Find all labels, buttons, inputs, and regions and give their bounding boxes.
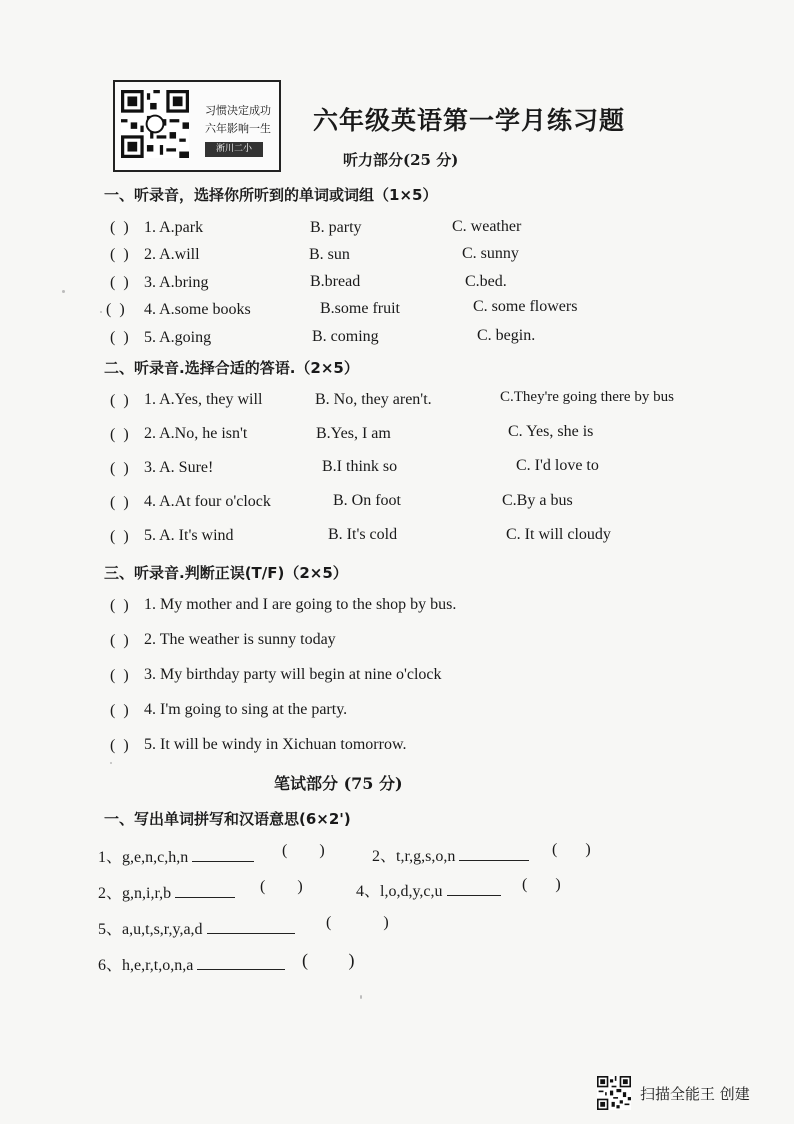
meaning-paren: ( ) <box>282 842 325 859</box>
p2-item-a: 4. A.At four o'clock <box>144 493 271 510</box>
answer-paren: ( ) <box>110 246 129 263</box>
qr-banner <box>113 80 281 172</box>
spelling-item <box>372 843 529 866</box>
spelling-num: 6、 <box>98 957 123 974</box>
p1-item-b: B. party <box>310 219 362 236</box>
p1-item-c: C. some flowers <box>473 298 578 315</box>
p1-item-a: 3. A.bring <box>144 274 209 291</box>
scan-speck <box>360 995 362 999</box>
spelling-letters: g,n,i,r,b <box>122 885 172 902</box>
scanner-label: 扫描全能王 创建 <box>640 1085 750 1103</box>
answer-blank[interactable] <box>192 847 254 862</box>
tf-statement: 4. I'm going to sing at the party. <box>144 701 348 718</box>
p2-item-c: C. It will cloudy <box>506 526 611 543</box>
p1-item-c: C. sunny <box>462 245 519 262</box>
qr-school-tag: 淅川二小 <box>205 142 263 157</box>
spelling-item <box>98 844 254 867</box>
p2-item-a: 1. A.Yes, they will <box>144 391 263 408</box>
scanner-qr-icon <box>597 1076 631 1110</box>
p1-item-b: B.some fruit <box>320 300 400 317</box>
meaning-paren: ( ) <box>552 841 591 858</box>
listening-subtitle: 听力部分(25 分) <box>343 151 459 169</box>
written-part1-heading: 一、写出单词拼写和汉语意思(6×2') <box>104 810 351 828</box>
p2-item-a: 2. A.No, he isn't <box>144 425 248 442</box>
answer-paren: ( ) <box>110 528 129 545</box>
spelling-letters: g,e,n,c,h,n <box>122 849 189 866</box>
scan-speck <box>62 290 65 293</box>
p1-item-a: 2. A.will <box>144 246 200 263</box>
answer-paren: ( ) <box>110 667 129 684</box>
spelling-item <box>98 952 285 975</box>
meaning-paren: ( ) <box>260 878 303 895</box>
p2-item-a: 3. A. Sure! <box>144 459 214 476</box>
spelling-item <box>356 878 501 901</box>
p1-item-a: 1. A.park <box>144 219 204 236</box>
p2-item-b: B. No, they aren't. <box>315 391 432 408</box>
answer-paren: ( ) <box>110 274 129 291</box>
spelling-item <box>98 880 235 903</box>
page-title: 六年级英语第一学月练习题 <box>313 106 626 135</box>
written-title: 笔试部分 (75 分) <box>274 774 403 793</box>
answer-paren: ( ) <box>110 460 129 477</box>
spelling-num: 2、 <box>98 885 123 902</box>
p2-item-c: C.They're going there by bus <box>500 389 674 405</box>
tf-statement: 2. The weather is sunny today <box>144 631 336 648</box>
listening-part1-heading: 一、听录音，选择你所听到的单词或词组（1×5） <box>104 186 438 204</box>
spelling-letters: l,o,d,y,c,u <box>380 883 443 900</box>
p1-item-a: 4. A.some books <box>144 301 251 318</box>
answer-paren: ( ) <box>110 632 129 649</box>
p1-item-b: B. coming <box>312 328 379 345</box>
p1-item-c: C. begin. <box>477 327 536 344</box>
answer-paren: ( ) <box>110 702 129 719</box>
answer-blank[interactable] <box>447 881 501 896</box>
spelling-letters: t,r,g,s,o,n <box>396 848 456 865</box>
qr-slogan-line2: 六年影响一生 <box>205 122 271 135</box>
answer-paren: ( ) <box>110 426 129 443</box>
p1-item-c: C. weather <box>452 218 522 235</box>
meaning-paren: ( ) <box>302 950 355 970</box>
scan-speck <box>100 311 102 313</box>
p2-item-c: C.By a bus <box>502 492 573 509</box>
answer-paren: ( ) <box>110 494 129 511</box>
spelling-letters: a,u,t,s,r,y,a,d <box>122 921 203 938</box>
tf-statement: 3. My birthday party will begin at nine o'clock <box>144 666 442 683</box>
p1-item-b: B. sun <box>309 246 350 263</box>
p2-item-b: B.Yes, I am <box>316 425 391 442</box>
answer-blank[interactable] <box>197 955 285 970</box>
p2-item-c: C. I'd love to <box>516 457 599 474</box>
qr-slogan-line1: 习惯决定成功 <box>205 104 271 117</box>
spelling-num: 1、 <box>98 849 123 866</box>
meaning-paren: ( ) <box>522 876 561 893</box>
answer-blank[interactable] <box>207 919 295 934</box>
answer-paren: ( ) <box>106 301 125 318</box>
p1-item-c: C.bed. <box>465 273 507 290</box>
answer-blank[interactable] <box>459 846 529 861</box>
p2-item-c: C. Yes, she is <box>508 423 594 440</box>
spelling-num: 2、 <box>372 848 397 865</box>
answer-blank[interactable] <box>175 883 235 898</box>
listening-part2-heading: 二、听录音.选择合适的答语.（2×5） <box>104 359 359 377</box>
p2-item-a: 5. A. It's wind <box>144 527 234 544</box>
tf-statement: 1. My mother and I are going to the shop by bus. <box>144 596 457 613</box>
meaning-paren: ( ) <box>326 914 389 931</box>
answer-paren: ( ) <box>110 737 129 754</box>
spelling-num: 5、 <box>98 921 123 938</box>
tf-statement: 5. It will be windy in Xichuan tomorrow. <box>144 736 407 753</box>
p2-item-b: B. It's cold <box>328 526 398 543</box>
spelling-num: 4、 <box>356 883 381 900</box>
scan-speck <box>110 762 112 764</box>
spelling-letters: h,e,r,t,o,n,a <box>122 957 194 974</box>
p1-item-a: 5. A.going <box>144 329 212 346</box>
p2-item-b: B.I think so <box>322 458 398 475</box>
spelling-item <box>98 916 295 939</box>
p2-item-b: B. On foot <box>333 492 401 509</box>
qr-code-icon <box>121 90 189 158</box>
answer-paren: ( ) <box>110 392 129 409</box>
listening-part3-heading: 三、听录音.判断正误(T/F)（2×5） <box>104 564 348 582</box>
answer-paren: ( ) <box>110 219 129 236</box>
p1-item-b: B.bread <box>310 273 361 290</box>
answer-paren: ( ) <box>110 329 129 346</box>
answer-paren: ( ) <box>110 597 129 614</box>
